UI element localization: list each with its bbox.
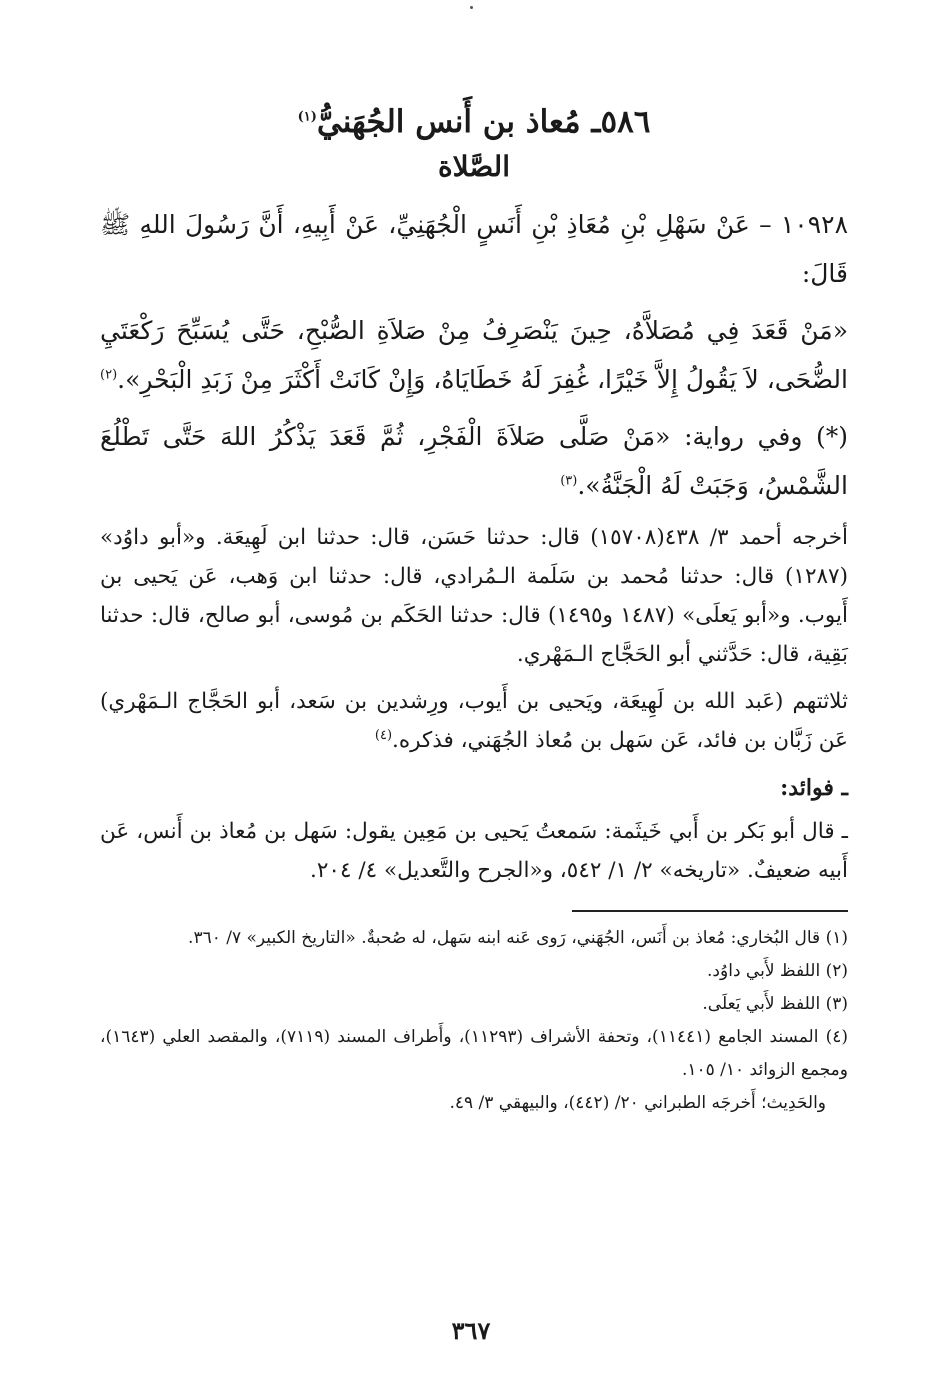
hadith-text: «مَنْ قَعَدَ فِي مُصَلاَّهُ، حِينَ يَنْصَرِفُ مِنْ صَلاَةِ الصُّبْحِ، حَتَّى يُسَبِّحَ رَكْعَتَيِ الضُّحَى، لاَ يَقُولُ إِلاَّ خَيْرًا، غُفِرَ لَهُ خَطَايَاهُ، وَإِنْ كَانَتْ أَكْثَرَ مِنْ زَبَدِ الْبَحْرِ». xyxy=(100,316,848,394)
takhrij-paragraph-2-note: (٤) xyxy=(374,727,393,743)
top-dot xyxy=(470,6,473,9)
footnote-2: (٢) اللفظ لأَبي داوُد. xyxy=(707,961,848,981)
page-number: ٣٦٧ xyxy=(451,1316,491,1345)
chapter-title: ٥٨٦ـ مُعاذ بن أَنس الجُهَنيُّ xyxy=(316,104,651,140)
hadith-isnad: ١٠٩٢٨ – عَنْ سَهْلِ بْنِ مُعَاذِ بْنِ أَنَسٍ الْجُهَنِيِّ، عَنْ أَبِيهِ، أَنَّ رَسُولَ اللهِ ﷺ قَالَ: xyxy=(100,210,848,288)
hadith-riwaya: (*) وفي رواية: «مَنْ صَلَّى صَلاَةَ الْفَجْرِ، ثُمَّ قَعَدَ يَذْكُرُ اللهَ حَتَّى تَطْلُعَ الشَّمْسُ، وَجَبَتْ لَهُ الْجَنَّةُ». xyxy=(100,422,848,500)
takhrij-paragraph-1: أخرجه أحمد ٣/ ٤٣٨(١٥٧٠٨) قال: حدثنا حَسَن، قال: حدثنا ابن لَهِيعَة. و«أبو داوُد» (١٢٨٧) قال: حدثنا مُحمد بن سَلَمة الـمُرادي، قال: حدثنا ابن وَهب، عَن يَحيى بن أَيوب. و«أبو يَعلَى» (١٤٨٧ و١٤٩٥) قال: حدثنا الحَكَم بن مُوسى، أبو صالح، قال: حدثنا بَقِية، قال: حَدَّثني أبو الحَجَّاج الـمَهْري. xyxy=(100,525,848,667)
page-content xyxy=(100,100,848,1120)
footnote-divider xyxy=(572,910,848,912)
footnote-4: (٤) المسند الجامع (١١٤٤١)، وتحفة الأشراف (١١٢٩٣)، وأَطراف المسند (٧١١٩)، والمقصد العلي (١٦٤٣)، ومجمع الزوائد ١٠/ ١٠٥. xyxy=(100,1027,848,1080)
takhrij-paragraph-2: ثلاثتهم (عَبد الله بن لَهِيعَة، ويَحيى بن أَيوب، ورِشدين بن سَعد، أبو الحَجَّاج الـمَهْري) عَن زَبَّان بن فائد، عَن سَهل بن مُعاذ الجُهَني، فذكره. xyxy=(100,689,848,753)
hadith-text-block xyxy=(100,306,848,404)
hadith-riwaya-block xyxy=(100,412,848,510)
fawaid-text: ـ قال أبو بَكر بن أَبي خَيثَمة: سَمعتُ يَحيى بن مَعِين يقول: سَهل بن مُعاذ بن أَنس، عَن أَبيه ضعيفٌ. «تاريخه» ٢/ ١/ ٥٤٢، و«الجرح والتَّعديل» ٤/ ٢٠٤. xyxy=(100,819,848,883)
footnote-3: (٣) اللفظ لأَبي يَعلَى. xyxy=(702,994,848,1014)
fawaid-title: ـ فوائد: xyxy=(780,775,848,801)
chapter-title-note: (١) xyxy=(297,109,317,125)
hadith-riwaya-note: (٣) xyxy=(560,473,578,489)
section-subtitle: الصَّلاة xyxy=(438,150,510,183)
chapter-heading xyxy=(100,100,848,144)
hadith-text-note: (٢) xyxy=(100,367,118,383)
footnote-1: (١) قال البُخاري: مُعاذ بن أَنَس، الجُهَني، رَوى عَنه ابنه سَهل، له صُحبةٌ. «التاريخ الكبير» ٧/ ٣٦٠. xyxy=(188,928,848,948)
takhrij-paragraph-2-block xyxy=(100,682,848,760)
footnote-4-continuation: والحَدِيث؛ أَخرجَه الطبراني ٢٠/ (٤٤٢)، والبيهقي ٣/ ٤٩. xyxy=(449,1093,826,1113)
